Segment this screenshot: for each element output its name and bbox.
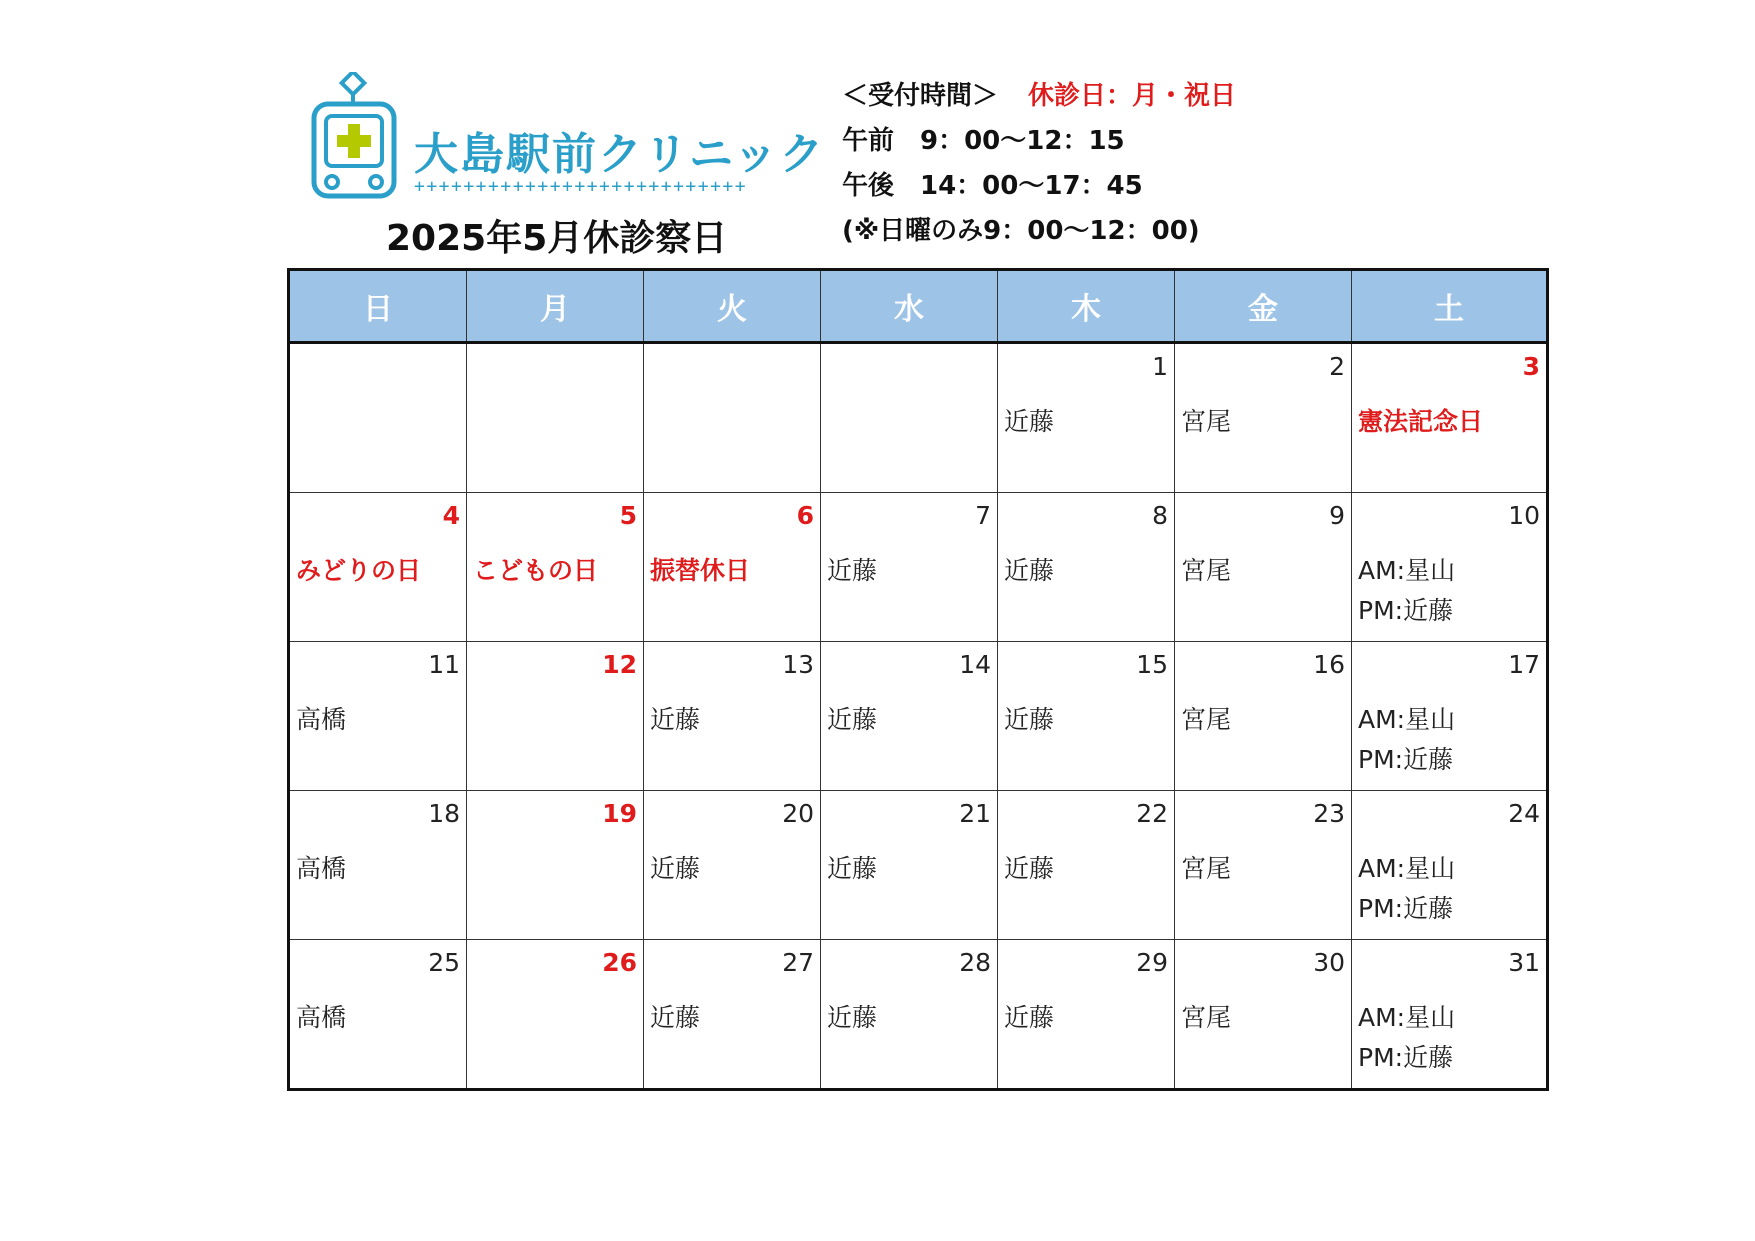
calendar-day-cell	[289, 343, 467, 493]
logo-decoration: +++++++++++++++++++++++++++	[414, 176, 748, 197]
day-number: 18	[428, 799, 460, 828]
day-number: 5	[619, 501, 637, 530]
doctor-name: 宮尾	[1181, 705, 1232, 734]
calendar-day-cell	[998, 493, 1175, 642]
day-number: 22	[1136, 799, 1168, 828]
calendar-day-cell	[998, 940, 1175, 1090]
calendar-week-row	[289, 642, 1548, 791]
doctor-name: 高橋	[296, 1003, 347, 1032]
calendar-day-cell	[467, 791, 644, 940]
closed-days: 休診日：月・祝日	[1028, 81, 1237, 111]
doctor-schedule	[1004, 551, 1054, 587]
weekday-header: 土	[1352, 270, 1548, 343]
calendar-day-cell	[1352, 493, 1548, 642]
calendar-day-cell	[1352, 940, 1548, 1090]
calendar-day-cell	[289, 940, 467, 1090]
calendar-day-cell	[821, 493, 998, 642]
day-number: 8	[1152, 501, 1168, 530]
doctor-schedule	[1358, 551, 1455, 631]
doctor-name: 近藤	[827, 1003, 878, 1032]
calendar-day-cell	[1175, 791, 1352, 940]
doctor-schedule	[1358, 998, 1455, 1078]
day-number: 28	[959, 948, 991, 977]
day-number: 6	[796, 501, 814, 530]
doctor-name: 近藤	[1004, 705, 1055, 734]
doctor-name: 宮尾	[1181, 556, 1232, 585]
day-number: 3	[1522, 352, 1540, 381]
weekday-header: 木	[998, 270, 1175, 343]
calendar-week-row	[289, 940, 1548, 1090]
calendar-day-cell	[644, 940, 821, 1090]
day-number: 23	[1313, 799, 1345, 828]
doctor-schedule	[296, 998, 346, 1034]
day-number: 4	[442, 501, 460, 530]
sunday-note: (※日曜のみ9：00〜12：00)	[842, 216, 1200, 246]
day-number: 1	[1152, 352, 1168, 381]
day-number: 29	[1136, 948, 1168, 977]
holiday-name: 憲法記念日	[1358, 407, 1484, 436]
calendar-day-cell	[1175, 940, 1352, 1090]
doctor-schedule	[296, 700, 346, 736]
doctor-schedule	[1004, 700, 1054, 736]
doctor-name: AM:星山	[1358, 705, 1456, 734]
weekday-header: 月	[467, 270, 644, 343]
day-number: 16	[1313, 650, 1345, 679]
day-number: 31	[1508, 948, 1540, 977]
reception-hours	[842, 74, 1236, 254]
day-number: 12	[602, 650, 637, 679]
calendar-day-cell	[1352, 343, 1548, 493]
doctor-name: AM:星山	[1358, 1003, 1456, 1032]
logo-train-icon	[314, 72, 394, 196]
day-number: 20	[782, 799, 814, 828]
morning-hours: 午前 9：00〜12：15	[842, 126, 1125, 156]
day-number: 30	[1313, 948, 1345, 977]
doctor-schedule	[827, 551, 877, 587]
doctor-schedule	[827, 700, 877, 736]
afternoon-hours: 午後 14：00〜17：45	[842, 171, 1143, 201]
calendar-week-row	[289, 493, 1548, 642]
day-number: 24	[1508, 799, 1540, 828]
doctor-name: PM:近藤	[1358, 894, 1454, 923]
doctor-name: PM:近藤	[1358, 596, 1454, 625]
calendar-day-cell	[289, 493, 467, 642]
doctor-schedule	[1181, 402, 1231, 438]
doctor-name: 近藤	[1004, 407, 1055, 436]
day-number: 11	[428, 650, 460, 679]
calendar-day-cell	[821, 642, 998, 791]
day-number: 14	[959, 650, 991, 679]
doctor-schedule	[827, 849, 877, 885]
doctor-name: 近藤	[1004, 556, 1055, 585]
day-number: 27	[782, 948, 814, 977]
doctor-name: 近藤	[1004, 854, 1055, 883]
doctor-name: 近藤	[827, 705, 878, 734]
doctor-name: 近藤	[650, 854, 701, 883]
logo-text: 大島駅前クリニック	[414, 129, 826, 180]
weekday-header-row	[289, 270, 1548, 343]
calendar-day-cell	[1175, 493, 1352, 642]
doctor-schedule	[1181, 700, 1231, 736]
calendar-day-cell	[821, 343, 998, 493]
doctor-name: PM:近藤	[1358, 745, 1454, 774]
day-number: 2	[1329, 352, 1345, 381]
calendar-day-cell	[998, 791, 1175, 940]
doctor-name: PM:近藤	[1358, 1043, 1454, 1072]
day-number: 9	[1329, 501, 1345, 530]
doctor-schedule	[1004, 849, 1054, 885]
doctor-schedule	[1181, 551, 1231, 587]
calendar-day-cell	[821, 791, 998, 940]
day-number: 13	[782, 650, 814, 679]
calendar-day-cell	[644, 493, 821, 642]
page-title: 2025年5月休診察日	[386, 218, 728, 259]
doctor-name: 高橋	[296, 705, 347, 734]
doctor-schedule	[650, 998, 700, 1034]
doctor-name: 高橋	[296, 854, 347, 883]
doctor-name: 近藤	[650, 705, 701, 734]
calendar-day-cell	[467, 493, 644, 642]
calendar-day-cell	[289, 791, 467, 940]
doctor-schedule	[296, 849, 346, 885]
calendar-day-cell	[467, 940, 644, 1090]
calendar-day-cell	[644, 343, 821, 493]
day-number: 7	[975, 501, 991, 530]
doctor-schedule	[650, 700, 700, 736]
holiday-name: みどりの日	[296, 556, 422, 585]
holiday-name: 振替休日	[650, 556, 751, 585]
day-number: 19	[602, 799, 637, 828]
weekday-header: 水	[821, 270, 998, 343]
calendar-day-cell	[821, 940, 998, 1090]
calendar-day-cell	[998, 343, 1175, 493]
calendar-day-cell	[644, 791, 821, 940]
calendar-week-row	[289, 791, 1548, 940]
doctor-schedule	[1181, 998, 1231, 1034]
doctor-schedule	[650, 849, 700, 885]
calendar-day-cell	[644, 642, 821, 791]
doctor-schedule	[1004, 998, 1054, 1034]
weekday-header: 火	[644, 270, 821, 343]
doctor-schedule	[827, 998, 877, 1034]
calendar-day-cell	[1175, 343, 1352, 493]
doctor-name: 近藤	[650, 1003, 701, 1032]
doctor-name: 宮尾	[1181, 407, 1232, 436]
calendar-day-cell	[1352, 642, 1548, 791]
doctor-schedule	[1358, 849, 1455, 929]
weekday-header: 日	[289, 270, 467, 343]
calendar-day-cell	[998, 642, 1175, 791]
doctor-name: 近藤	[1004, 1003, 1055, 1032]
weekday-header: 金	[1175, 270, 1352, 343]
calendar-table	[287, 268, 1549, 1091]
doctor-name: AM:星山	[1358, 854, 1456, 883]
doctor-name: 近藤	[827, 556, 878, 585]
doctor-schedule	[1004, 402, 1054, 438]
doctor-schedule	[1358, 700, 1455, 780]
calendar-day-cell	[1175, 642, 1352, 791]
hours-header: ＜受付時間＞	[842, 81, 999, 111]
calendar-day-cell	[467, 642, 644, 791]
holiday-name: こどもの日	[473, 556, 599, 585]
day-number: 10	[1508, 501, 1540, 530]
day-number: 15	[1136, 650, 1168, 679]
day-number: 25	[428, 948, 460, 977]
day-number: 21	[959, 799, 991, 828]
calendar-day-cell	[467, 343, 644, 493]
calendar-week-row	[289, 343, 1548, 493]
calendar-day-cell	[1352, 791, 1548, 940]
calendar-day-cell	[289, 642, 467, 791]
doctor-name: 近藤	[827, 854, 878, 883]
doctor-name: 宮尾	[1181, 1003, 1232, 1032]
doctor-name: AM:星山	[1358, 556, 1456, 585]
doctor-schedule	[1181, 849, 1231, 885]
day-number: 26	[602, 948, 637, 977]
doctor-name: 宮尾	[1181, 854, 1232, 883]
day-number: 17	[1508, 650, 1540, 679]
